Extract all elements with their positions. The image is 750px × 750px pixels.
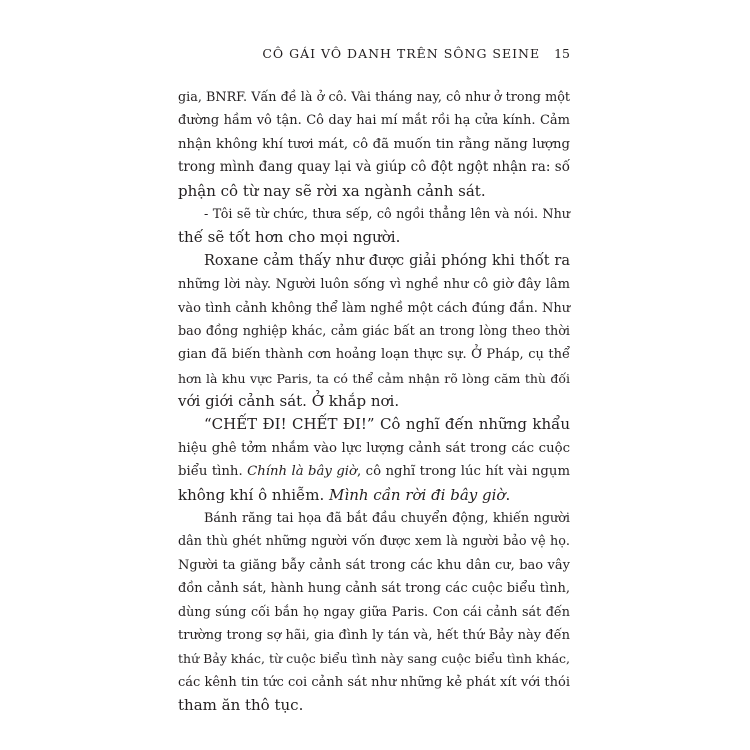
text-line: gia, BNRF. Vấn đề là ở cô. Vài tháng nay, cô như ở trong một <box>178 90 570 105</box>
text-line: dân thù ghét những người vốn được xem là người bảo vệ họ. <box>178 534 570 550</box>
page-number: 15 <box>554 46 570 61</box>
text-line: gian đã biến thành cơn hoảng loạn thực sự. Ở Pháp, cụ thể <box>178 347 570 363</box>
text-line: với giới cảnh sát. Ở khắp nơi. <box>178 392 400 411</box>
text-line: đồn cảnh sát, hành hung cảnh sát trong các cuộc biểu tình, <box>178 581 570 597</box>
text-line: vào tình cảnh không thể làm nghề một cách đúng đắn. Như <box>178 300 571 316</box>
text-line: trường trong sợ hãi, gia đình ly tán và, hết thứ Bảy này đến <box>178 627 570 643</box>
text-line: các kênh tin tức coi cảnh sát như những kẻ phát xít với thói <box>178 674 570 690</box>
text-line: tham ăn thô tục. <box>178 696 304 715</box>
text-line: Người ta giăng bẫy cảnh sát trong các khu dân cư, bao vây <box>178 557 570 573</box>
text-line: hiệu ghê tởm nhắm vào lực lượng cảnh sát trong các cuộc <box>178 440 570 456</box>
text-line: hơn là khu vực Paris, ta có thể cảm nhận rõ lòng căm thù đối <box>178 370 570 386</box>
text-line: bao đồng nghiệp khác, cảm giác bất an trong lòng theo thời <box>178 323 570 339</box>
running-header <box>178 46 570 61</box>
text-line: - Tôi sẽ từ chức, thưa sếp, cô ngồi thẳng lên và nói. Như <box>204 206 570 222</box>
text-line: Roxane cảm thấy như được giải phóng khi thốt ra <box>204 252 570 269</box>
text-line: “CHẾT ĐI! CHẾT ĐI!” Cô nghĩ đến những khẩu <box>204 415 570 434</box>
text-line: thứ Bảy khác, từ cuộc biểu tình này sang cuộc biểu tình khác, <box>178 651 570 667</box>
book-title: CÔ GÁI VÔ DANH TRÊN SÔNG SEINE <box>262 46 541 61</box>
text-line: không khí ô nhiễm. Mình cần rời đi bây giờ. <box>178 485 511 504</box>
text-line: phận cô từ nay sẽ rời xa ngành cảnh sát. <box>178 181 486 200</box>
text-line: đường hầm vô tận. Cô day hai mí mắt rồi hạ cửa kính. Cảm <box>178 113 570 129</box>
text-line: những lời này. Người luôn sống vì nghề như cô giờ đây lâm <box>178 277 570 293</box>
text-line: trong mình đang quay lại và giúp cô đột ngột nhận ra: số <box>178 159 570 176</box>
text-line: nhận không khí tươi mát, cô đã muốn tin rằng năng lượng <box>178 136 570 152</box>
text-line: Bánh răng tai họa đã bắt đầu chuyển động, khiến người <box>204 511 570 527</box>
italic-thought: Chính là bây giờ <box>247 464 358 480</box>
text-line: thế sẽ tốt hơn cho mọi người. <box>178 228 401 247</box>
body-text <box>178 86 570 718</box>
italic-thought: Mình cần rời đi bây giờ <box>329 485 506 504</box>
text-line: dùng súng cối bắn họ ngay giữa Paris. Con cái cảnh sát đến <box>178 604 570 620</box>
text-line: biểu tình. Chính là bây giờ, cô nghĩ trong lúc hít vài ngụm <box>178 464 571 480</box>
